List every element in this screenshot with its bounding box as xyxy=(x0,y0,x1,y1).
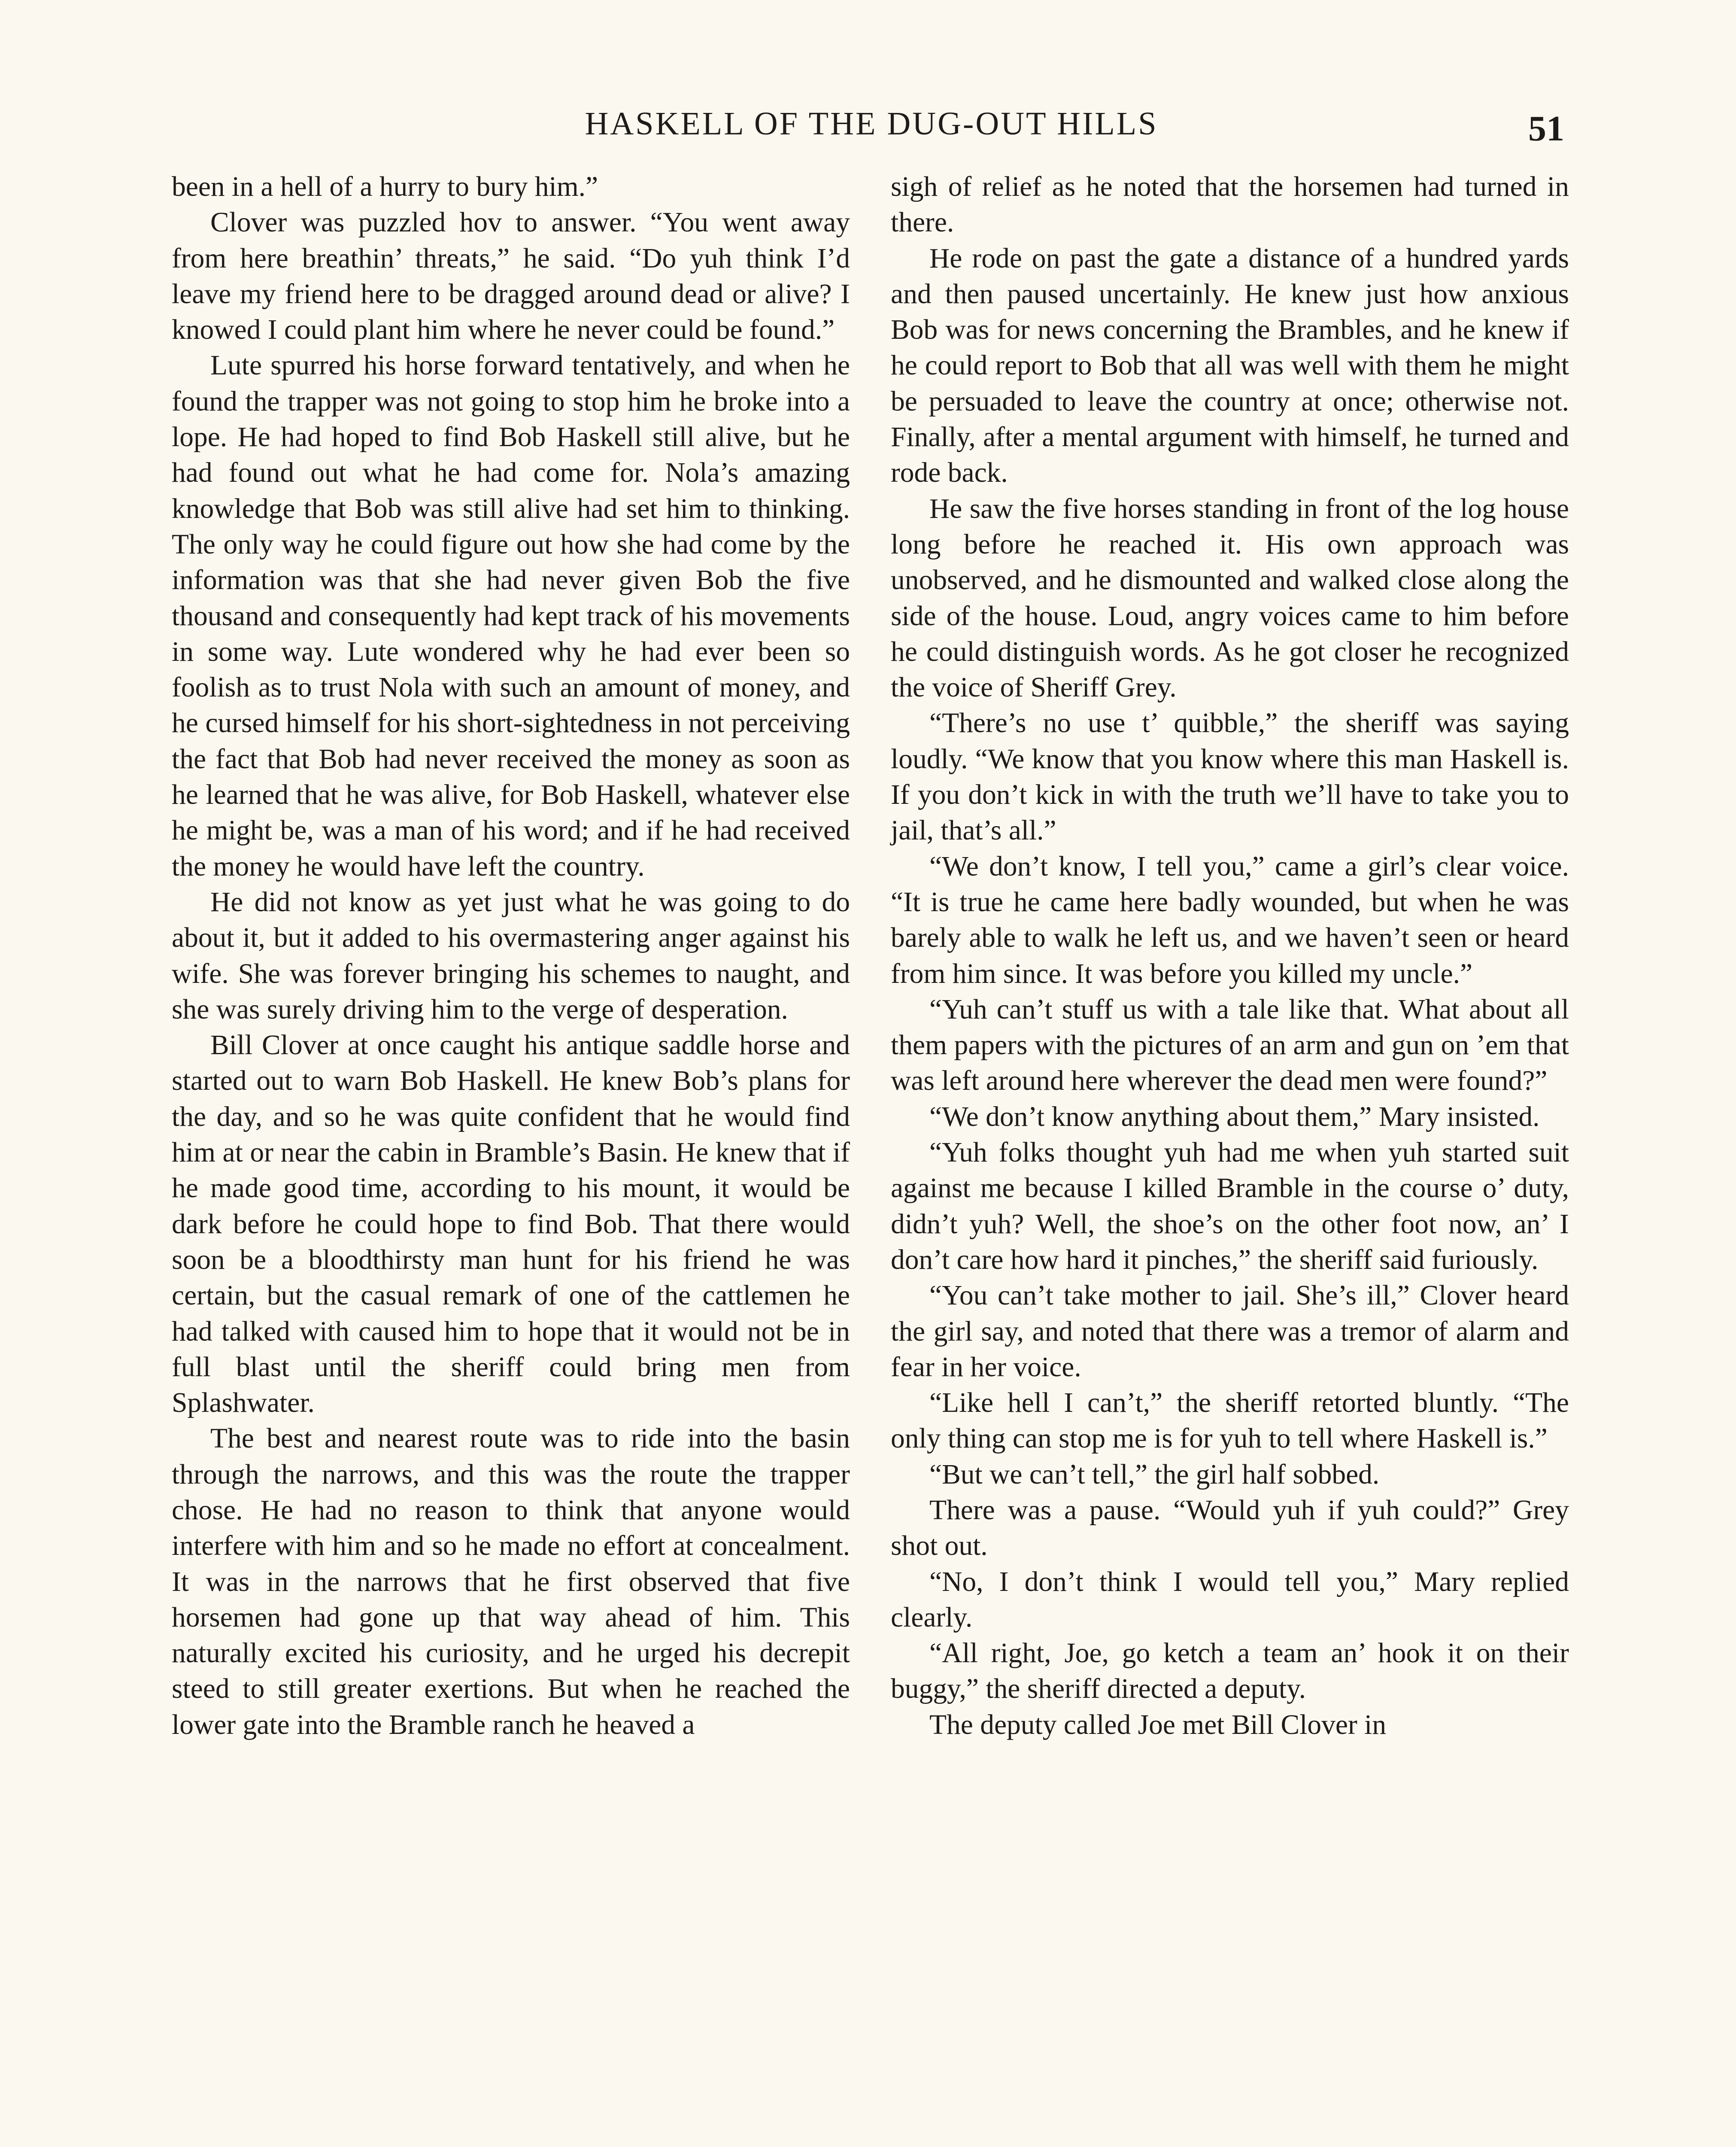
right-column xyxy=(891,169,1569,1743)
paragraph: been in a hell of a hurry to bury him.” xyxy=(172,171,598,202)
paragraph: He rode on past the gate a distance of a hundred yards and then paused uncertainly. He knew just how anxious Bob was for news concerning the Brambles, and he knew if he could report to Bob that all was well with them he might be persuaded to leave the country at once; otherwise not. Finally, after a mental argument with himself, he turned and rode back. xyxy=(891,243,1569,489)
paragraph: “No, I don’t think I would tell you,” Mary replied clearly. xyxy=(891,1566,1569,1633)
paragraph: Clover was puzzled hov to answer. “You went away from here breathin’ threats,” he said. “Do yuh think I’d leave my friend here to be dragged around dead or alive? I knowed I could plant him where he never could be found.” xyxy=(172,207,850,346)
paragraph: “We don’t know, I tell you,” came a girl’s clear voice. “It is true he came here badly wounded, but when he was barely able to walk he left us, and we haven’t seen or heard from him since. It was before you killed my uncle.” xyxy=(891,851,1569,989)
paragraph: “Like hell I can’t,” the sheriff retorted bluntly. “The only thing can stop me is for yuh to tell where Haskell is.” xyxy=(891,1387,1569,1454)
left-column xyxy=(172,169,850,1743)
paragraph: He did not know as yet just what he was going to do about it, but it added to his overmastering anger against his wife. She was forever bringing his schemes to naught, and she was surely driving him to the verge of desperation. xyxy=(172,886,850,1025)
paragraph: Bill Clover at once caught his antique saddle horse and started out to warn Bob Haskell. He knew Bob’s plans for the day, and so he was quite confident that he would find him at or near the cabin in Bramble’s Basin. He knew that if he made good time, according to his mount, it would be dark before he could hope to find Bob. That there would soon be a bloodthirsty man hunt for his friend he was certain, but the casual remark of one of the cattlemen he had talked with caused him to hope that it would not be in full blast until the sheriff could bring men from Splashwater. xyxy=(172,1030,850,1419)
paragraph: “All right, Joe, go ketch a team an’ hook it on their buggy,” the sheriff directed a deputy. xyxy=(891,1638,1569,1705)
paragraph: “But we can’t tell,” the girl half sobbed. xyxy=(929,1459,1380,1490)
paragraph: “There’s no use t’ quibble,” the sheriff was saying loudly. “We know that you know where this man Haskell is. If you don’t kick in with the truth we’ll have to take you to jail, that’s all.” xyxy=(891,708,1569,846)
paragraph: Lute spurred his horse forward tentatively, and when he found the trapper was not going to stop him he broke into a lope. He had hoped to find Bob Haskell still alive, but he had found out what he had come for. Nola’s amazing knowledge that Bob was still alive had set him to thinking. The only way he could figure out how she had come by the information was that she had never given Bob the five thousand and consequently had kept track of his movements in some way. Lute wondered why he had ever been so foolish as to trust Nola with such an amount of money, and he cursed himself for his short-sightedness in not perceiving the fact that Bob had never received the money as soon as he learned that he was alive, for Bob Haskell, whatever else he might be, was a man of his word; and if he had received the money he would have left the country. xyxy=(172,350,850,882)
paragraph: “Yuh can’t stuff us with a tale like that. What about all them papers with the pictures of an arm and gun on ’em that was left around here wherever the dead men were found?” xyxy=(891,994,1569,1097)
page-number: 51 xyxy=(1528,109,1564,149)
paragraph: “We don’t know anything about them,” Mary insisted. xyxy=(929,1101,1540,1132)
paragraph: He saw the five horses standing in front of the log house long before he reached it. His own approach was unobserved, and he dismounted and walked close along the side of the house. Loud, angry voices came to him before he could distinguish words. As he got closer he recognized the voice of Sheriff Grey. xyxy=(891,493,1569,703)
paragraph: “Yuh folks thought yuh had me when yuh started suit against me because I killed Bramble in the course o’ duty, didn’t yuh? Well, the shoe’s on the other foot now, an’ I don’t care how hard it pinches,” the sheriff said furiously. xyxy=(891,1137,1569,1275)
running-title: HASKELL OF THE DUG-OUT HILLS xyxy=(585,106,1158,142)
paragraph: There was a pause. “Would yuh if yuh could?” Grey shot out. xyxy=(891,1494,1569,1562)
paragraph: sigh of relief as he noted that the horsemen had turned in there. xyxy=(891,171,1569,238)
paragraph: The deputy called Joe met Bill Clover in xyxy=(929,1709,1387,1740)
paragraph: “You can’t take mother to jail. She’s ill,” Clover heard the girl say, and noted that there was a tremor of alarm and fear in her voice. xyxy=(891,1280,1569,1383)
paragraph: The best and nearest route was to ride into the basin through the narrows, and this was the route the trapper chose. He had no reason to think that anyone would interfere with him and so he made no effort at concealment. It was in the narrows that he first observed that five horsemen had gone up that way ahead of him. This naturally excited his curiosity, and he urged his decrepit steed to still greater exertions. But when he reached the lower gate into the Bramble ranch he heaved a xyxy=(172,1423,850,1740)
